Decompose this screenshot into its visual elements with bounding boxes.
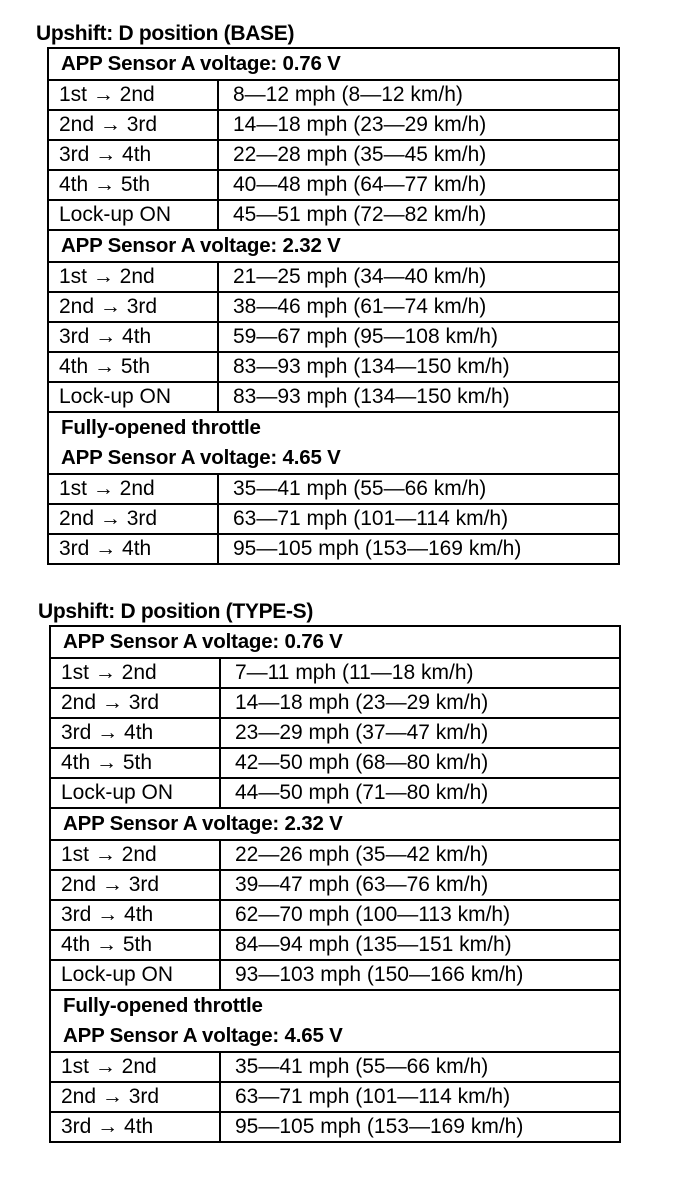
speed-cell: 21—25 mph (34—40 km/h) (233, 265, 487, 288)
shift-cell: 1st → 2nd (49, 263, 219, 291)
speed-cell: 63—71 mph (101—114 km/h) (233, 507, 509, 530)
table-row (49, 381, 618, 411)
table-row (51, 869, 619, 899)
group-header-line: APP Sensor A voltage: 2.32 V (61, 234, 341, 257)
table-row (49, 79, 618, 109)
shift-cell: 2nd → 3rd (51, 1083, 221, 1111)
table-row (49, 321, 618, 351)
table-row (49, 473, 618, 503)
shift-cell: 3rd → 4th (51, 719, 221, 747)
table-row (49, 351, 618, 381)
speed-cell: 42—50 mph (68—80 km/h) (235, 751, 489, 774)
table-row (49, 533, 618, 563)
section-title: Upshift: D position (TYPE-S) (38, 600, 314, 623)
speed-cell: 22—26 mph (35—42 km/h) (235, 843, 489, 866)
shift-cell: 1st → 2nd (51, 1053, 221, 1081)
upshift-base-section (36, 20, 620, 565)
shift-cell: 1st → 2nd (49, 475, 219, 503)
table-row (51, 899, 619, 929)
shift-cell: 4th → 5th (49, 171, 219, 199)
speed-cell: 44—50 mph (71—80 km/h) (235, 781, 489, 804)
table-row (49, 109, 618, 139)
table-row (51, 1051, 619, 1081)
speed-cell: 45—51 mph (72—82 km/h) (233, 203, 487, 226)
table-row (51, 717, 619, 747)
speed-cell: 8—12 mph (8—12 km/h) (233, 83, 463, 106)
table-row (49, 503, 618, 533)
group-header-line: APP Sensor A voltage: 0.76 V (63, 630, 343, 653)
table-row (51, 839, 619, 869)
group-header-line: APP Sensor A voltage: 4.65 V (63, 1024, 343, 1047)
table-row (49, 261, 618, 291)
shift-cell: Lock-up ON (51, 961, 221, 989)
speed-cell: 35—41 mph (55—66 km/h) (235, 1055, 489, 1078)
shift-cell: 3rd → 4th (49, 141, 219, 169)
group-header-line: APP Sensor A voltage: 0.76 V (61, 52, 341, 75)
table-row (51, 687, 619, 717)
shift-cell: 3rd → 4th (49, 323, 219, 351)
speed-cell: 83—93 mph (134—150 km/h) (233, 385, 510, 408)
group-header (49, 411, 618, 473)
table-row (51, 1081, 619, 1111)
shift-cell: 2nd → 3rd (49, 111, 219, 139)
shift-cell: 4th → 5th (49, 353, 219, 381)
speed-cell: 40—48 mph (64—77 km/h) (233, 173, 487, 196)
speed-cell: 62—70 mph (100—113 km/h) (235, 903, 511, 926)
speed-cell: 7—11 mph (11—18 km/h) (235, 661, 474, 684)
shift-cell: 1st → 2nd (49, 81, 219, 109)
speed-cell: 14—18 mph (23—29 km/h) (235, 691, 489, 714)
table-row (51, 657, 619, 687)
speed-cell: 95—105 mph (153—169 km/h) (233, 537, 522, 560)
shift-cell: 3rd → 4th (51, 1113, 221, 1141)
group-header (51, 807, 619, 839)
shift-cell: 4th → 5th (51, 749, 221, 777)
speed-cell: 83—93 mph (134—150 km/h) (233, 355, 510, 378)
shift-cell: Lock-up ON (49, 383, 219, 411)
table-row (51, 929, 619, 959)
group-header (49, 49, 618, 79)
speed-cell: 95—105 mph (153—169 km/h) (235, 1115, 524, 1138)
speed-cell: 14—18 mph (23—29 km/h) (233, 113, 487, 136)
speed-cell: 93—103 mph (150—166 km/h) (235, 963, 524, 986)
speed-cell: 35—41 mph (55—66 km/h) (233, 477, 487, 500)
group-header (51, 627, 619, 657)
shift-cell: 2nd → 3rd (51, 871, 221, 899)
upshift-type-s-section (38, 598, 621, 1143)
speed-cell: 38—46 mph (61—74 km/h) (233, 295, 487, 318)
shift-cell: Lock-up ON (51, 779, 221, 807)
shift-cell: 1st → 2nd (51, 659, 221, 687)
table-row (49, 199, 618, 229)
group-header-line: Fully-opened throttle (63, 994, 263, 1017)
table-row (51, 959, 619, 989)
shift-cell: 3rd → 4th (49, 535, 219, 563)
shift-cell: 1st → 2nd (51, 841, 221, 869)
speed-cell: 63—71 mph (101—114 km/h) (235, 1085, 511, 1108)
table-row (51, 1111, 619, 1141)
speed-cell: 23—29 mph (37—47 km/h) (235, 721, 489, 744)
shift-cell: 2nd → 3rd (51, 689, 221, 717)
shift-cell: 3rd → 4th (51, 901, 221, 929)
speed-cell: 39—47 mph (63—76 km/h) (235, 873, 489, 896)
table-row (51, 747, 619, 777)
upshift-table (47, 47, 620, 565)
table-row (51, 777, 619, 807)
speed-cell: 22—28 mph (35—45 km/h) (233, 143, 487, 166)
shift-cell: Lock-up ON (49, 201, 219, 229)
group-header-line: APP Sensor A voltage: 2.32 V (63, 812, 343, 835)
shift-cell: 2nd → 3rd (49, 505, 219, 533)
group-header (49, 229, 618, 261)
group-header-line: APP Sensor A voltage: 4.65 V (61, 446, 341, 469)
group-header-line: Fully-opened throttle (61, 416, 261, 439)
group-header (51, 989, 619, 1051)
section-title: Upshift: D position (BASE) (36, 22, 295, 45)
speed-cell: 84—94 mph (135—151 km/h) (235, 933, 512, 956)
speed-cell: 59—67 mph (95—108 km/h) (233, 325, 498, 348)
shift-cell: 4th → 5th (51, 931, 221, 959)
table-row (49, 169, 618, 199)
table-row (49, 139, 618, 169)
table-row (49, 291, 618, 321)
upshift-table (49, 625, 621, 1143)
shift-cell: 2nd → 3rd (49, 293, 219, 321)
